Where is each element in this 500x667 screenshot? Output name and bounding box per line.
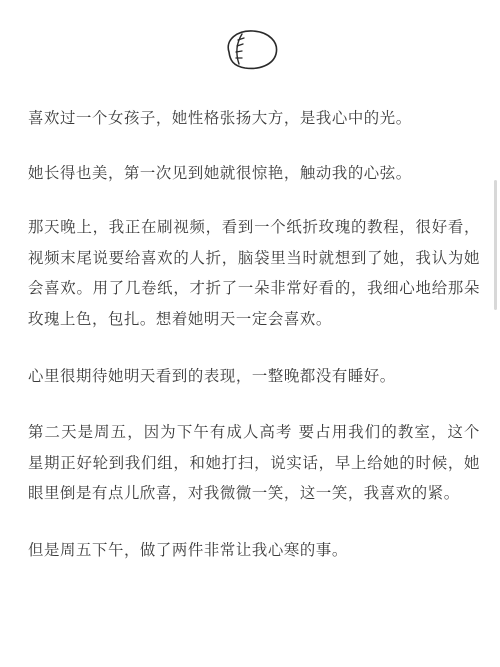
paragraph-6: 但是周五下午，做了两件非常让我心寒的事。: [28, 540, 348, 559]
article-body: [28, 103, 480, 592]
hand-drawn-stone-icon: [215, 22, 287, 74]
paragraph-2: 她长得也美，第一次见到她就很惊艳，触动我的心弦。: [28, 163, 412, 182]
paragraph-4: 心里很期待她明天看到的表现，一整晚都没有睡好。: [28, 366, 396, 385]
paragraph-3: 那天晚上，我正在刷视频，看到一个纸折玫瑰的教程，很好看，视频末尾说要给喜欢的人折，脑袋里当时就想到了她，我认为她会喜欢。用了几卷纸，才折了一朵非常好看的，我细心地给那朵玫瑰上色，包扎。想着她明天一定会喜欢。: [28, 218, 480, 328]
paragraph-1: 喜欢过一个女孩子，她性格张扬大方，是我心中的光。: [28, 109, 412, 127]
paragraph-5: 第二天是周五，因为下午有成人高考 要占用我们的教室，这个星期正好轮到我们组，和她打扫，说实话，早上给她的时候，她眼里倒是有点儿欣喜，对我微微一笑，这一笑，我喜欢的紧。: [28, 423, 480, 503]
scrollbar-thumb[interactable]: [494, 180, 497, 310]
